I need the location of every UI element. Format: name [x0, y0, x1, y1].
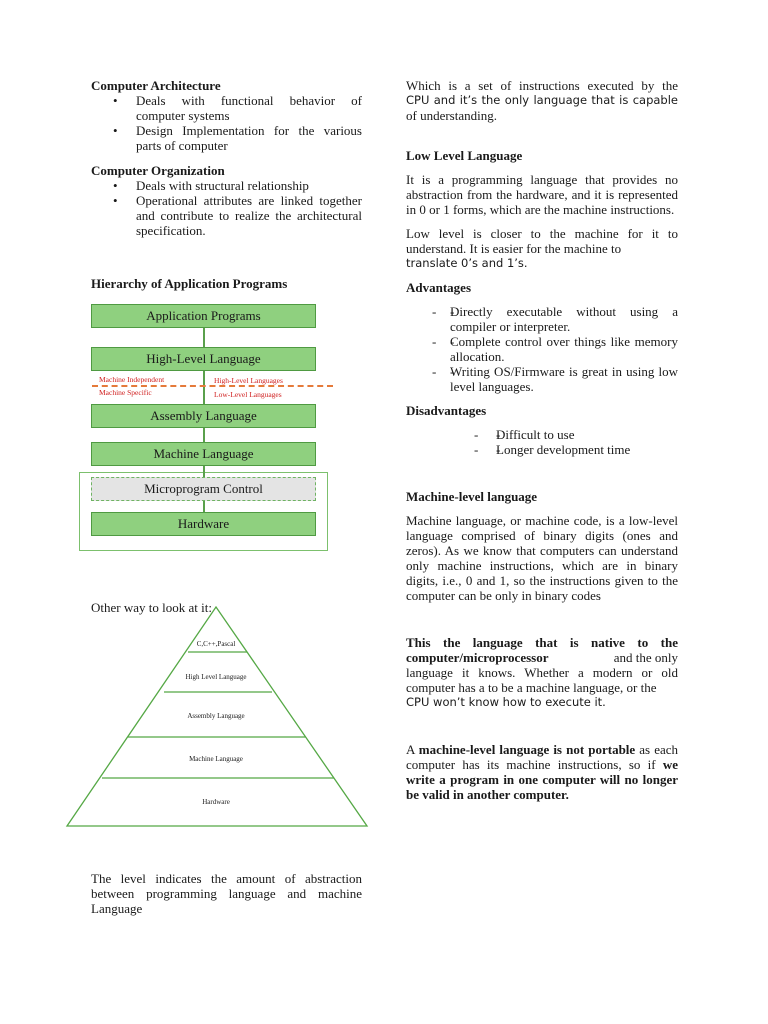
level-note-paragraph: The level indicates the amount of abstraction between programming language and machine Language — [91, 871, 362, 916]
disadvantages-list — [406, 427, 678, 457]
machine-independent-label: Machine Independent — [99, 375, 165, 384]
computer-architecture-heading: Computer Architecture — [91, 78, 221, 93]
application-programs-box: Application Programs — [91, 304, 316, 328]
left-column — [91, 78, 362, 238]
low-level-paragraph-2: Low level is closer to the machine for it to understand. It is easier for the machine to — [406, 226, 678, 256]
list-item: - - Writing OS/Firmware is great in using low level languages. — [406, 364, 678, 394]
machine-level-paragraph: Machine language, or machine code, is a low-level language comprised of binary digits (ones and zeros). As we know that computers can understand only machine instructions, which are in binary digits, i.e., 0 and 1, so the instructions given to the computer can be only in binary codes — [406, 513, 678, 603]
other-way-text: Other way to look at it: — [91, 600, 212, 615]
connector-line — [203, 500, 205, 512]
machine-language-box: Machine Language — [91, 442, 316, 466]
disadvantages-heading: Disadvantages — [406, 403, 487, 418]
machine-specific-label: Machine Specific — [99, 388, 152, 397]
pyramid-level-high-level: High Level Language — [185, 673, 247, 681]
low-level-language-heading: Low Level Language — [406, 148, 523, 163]
list-item: • Operational attributes are linked together and contribute to realize the architectural specification. — [91, 193, 362, 238]
divider-dashed-line — [92, 385, 333, 387]
native-line-3: language it knows. Whether a modern or old computer has a to be a machine language, or the — [406, 665, 678, 695]
list-item: • Deals with structural relationship — [91, 178, 362, 193]
connector-line — [203, 427, 205, 442]
hardware-box: Hardware — [91, 512, 316, 536]
organization-list — [91, 178, 362, 238]
low-level-paragraph-2b: translate 0’s and 1’s. — [406, 256, 528, 270]
list-item: - - Complete control over things like memory allocation. — [406, 334, 678, 364]
low-level-languages-label: Low-Level Languages — [214, 390, 282, 399]
architecture-list — [91, 93, 362, 153]
intro-line-2: CPU and it’s the only language that is capable — [406, 93, 678, 107]
pyramid-level-cpp-pascal: C,C++,Pascal — [196, 640, 236, 648]
portable-paragraph: A machine-level language is not portable as each computer has its machine instructions, so if we write a program in one computer will no longer be valid in another computer. — [406, 742, 679, 802]
pyramid-level-assembly: Assembly Language — [187, 712, 245, 720]
hierarchy-heading: Hierarchy of Application Programs — [91, 276, 288, 291]
low-level-paragraph-1: It is a programming language that provides no abstraction from the hardware, and it is represented in 0 or 1 forms, which are the machine instructions. — [406, 172, 678, 217]
machine-level-heading: Machine-level language — [406, 489, 538, 504]
native-line-2: computer/microprocessor and the only — [406, 650, 678, 665]
advantages-heading: Advantages — [406, 280, 472, 295]
pyramid-level-hardware: Hardware — [202, 798, 230, 806]
native-line-4: CPU won’t know how to execute it. — [406, 695, 606, 709]
microprogram-control-box: Microprogram Control — [91, 477, 316, 501]
pyramid-level-machine: Machine Language — [189, 755, 243, 763]
list-item: - - Difficult to use — [406, 427, 678, 442]
computer-organization-heading: Computer Organization — [91, 163, 225, 178]
list-item: - - Directly executable without using a compiler or interpreter. — [406, 304, 678, 334]
advantages-list — [406, 304, 678, 394]
connector-line — [203, 370, 205, 404]
native-line-1: This the language that is native to the — [406, 635, 678, 650]
intro-line-1: Which is a set of instructions executed by the — [406, 78, 678, 93]
high-level-languages-label: High-Level Languages — [214, 376, 283, 385]
intro-line-3: of understanding. — [406, 108, 497, 123]
list-item: • Deals with functional behavior of computer systems — [91, 93, 362, 123]
high-level-language-box: High-Level Language — [91, 347, 316, 371]
list-item: • Design Implementation for the various parts of computer — [91, 123, 362, 153]
right-column — [406, 78, 678, 802]
list-item: - - Longer development time — [406, 442, 678, 457]
assembly-language-box: Assembly Language — [91, 404, 316, 428]
connector-line — [203, 327, 205, 347]
connector-line — [203, 465, 205, 477]
